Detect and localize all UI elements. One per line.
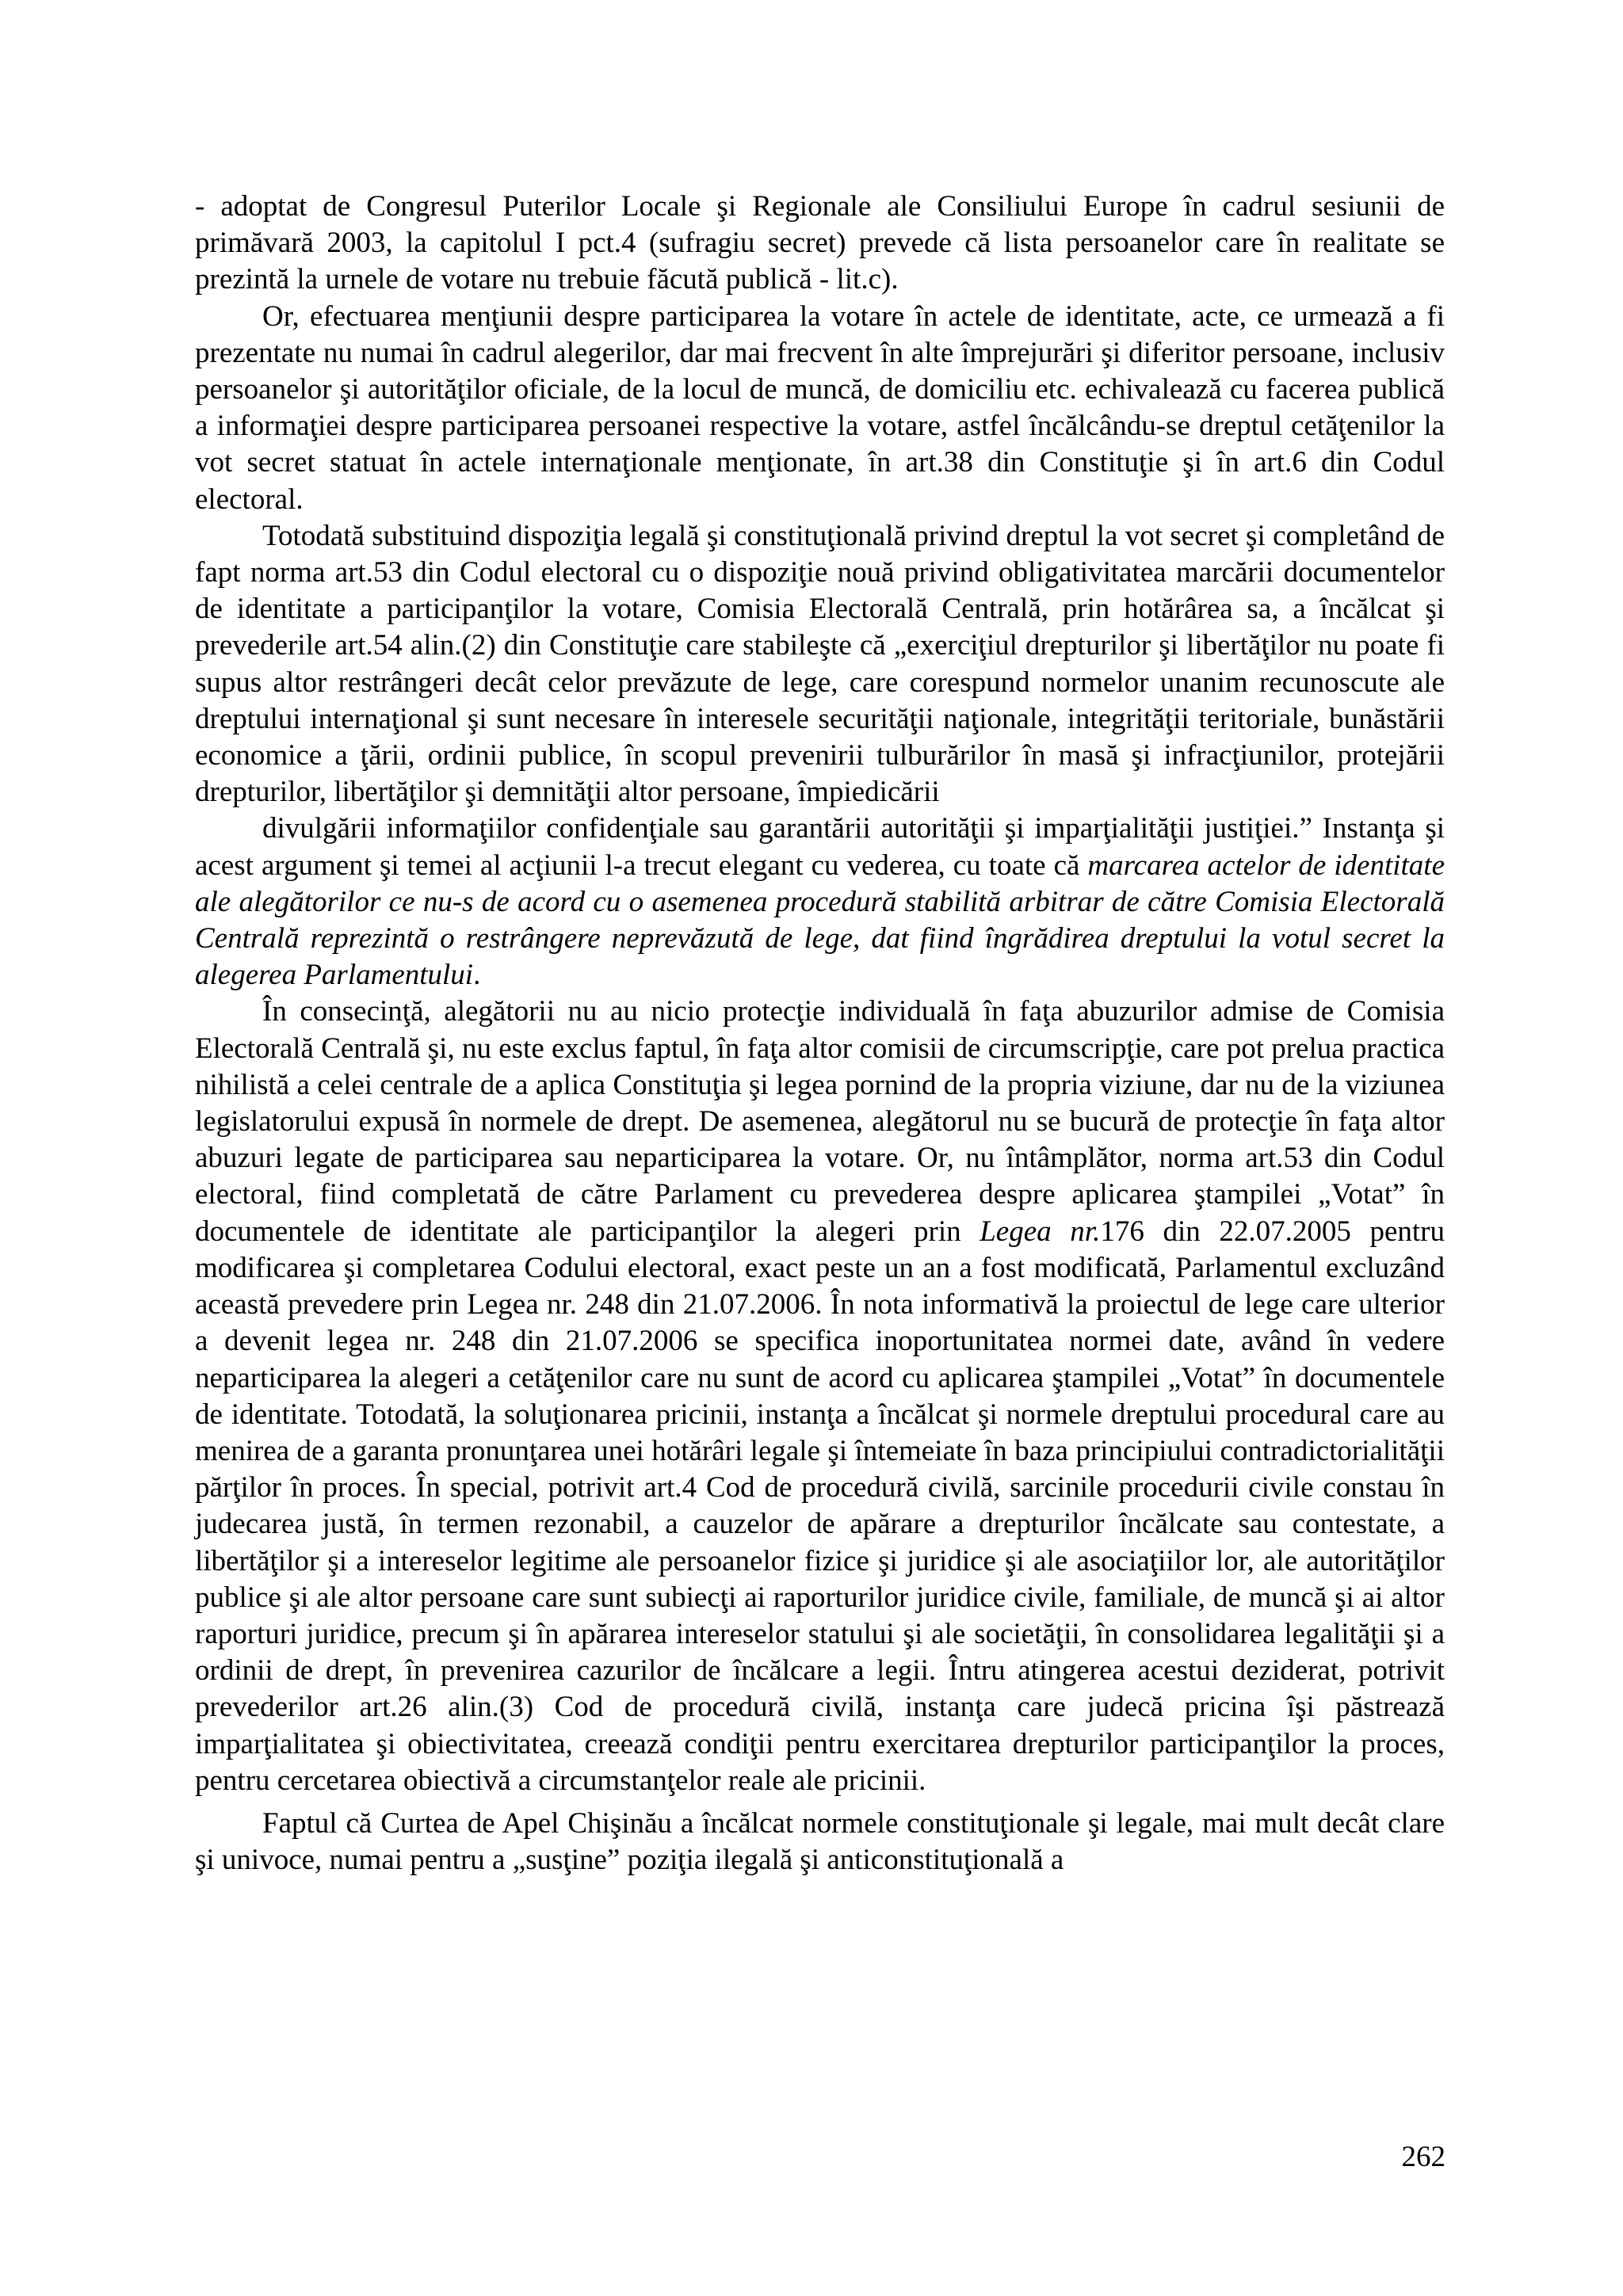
paragraph: - adoptat de Congresul Puterilor Locale şi Regionale ale Consiliului Europe în cadrul sesiunii de primăvară 2003, la capitolul I pct.4 (sufragiu secret) prevede că lista persoanelor care în realitate se prezintă la urnele de votare nu trebuie făcută publică - lit.c). xyxy=(195,190,1445,296)
paragraph xyxy=(195,994,1445,1798)
paragraph: Or, efectuarea menţiunii despre participarea la votare în actele de identitate, acte, ce urmează a fi prezentate nu numai în cadrul alegerilor, dar mai frecvent în alte împrejurări şi diferitor persoane, inclusiv persoanelor şi autorităţilor oficiale, de la locul de muncă, de domiciliu etc. echivalează cu facerea publică a informaţiei despre participarea persoanei respective la votare, astfel încălcându-se dreptul cetăţenilor la vot secret statuat în actele internaţionale menţionate, în art.38 din Constituţie şi în art.6 din Codul electoral. xyxy=(195,299,1445,516)
paragraph-text: 176 din 22.07.2005 pentru modificarea şi completarea Codului electoral, exact peste un an a fost modificată, Parlamentul excluzând această prevedere prin Legea nr. 248 din 21.07.2006. În nota informativă la proiectul de lege care ulterior a devenit legea nr. 248 din 21.07.2006 se specifica inoportunitatea normei date, având în vedere neparticiparea la alegeri a cetăţenilor care nu sunt de acord cu aplicarea ştampilei „Votat” în documentele de identitate. Totodată, la soluţionarea pricinii, instanţa a încălcat şi normele dreptului procedural care au menirea de a garanta pronunţarea unei hotărâri legale şi întemeiate în baza principiului contradictorialităţii părţilor în proces. În special, potrivit art.4 Cod de procedură civilă, sarcinile procedurii civile constau în judecarea justă, în termen rezonabil, a cauzelor de apărare a drepturilor încălcate sau contestate, a libertăţilor şi a intereselor legitime ale persoanelor fizice şi juridice şi ale asociaţiilor lor, ale autorităţilor publice şi ale altor persoane care sunt subiecţi ai raporturilor juridice civile, familiale, de muncă şi ai altor raporturi juridice, precum şi în apărarea intereselor statului şi ale societăţii, în consolidarea legalităţii şi a ordinii de drept, în prevenirea cazurilor de încălcare a legii. Întru atingerea acestui deziderat, potrivit prevederilor art.26 alin.(3) Cod de procedură civilă, instanţa care judecă pricina îşi păstrează imparţialitatea şi obiectivitatea, creează condiţii pentru exercitarea drepturilor participanţilor la proces, pentru cercetarea obiectivă a circumstanţelor reale ale pricinii. xyxy=(195,1215,1445,1797)
paragraph-text: . xyxy=(473,959,481,992)
page-number: 262 xyxy=(1401,2141,1445,2173)
paragraph-italic-text: marcarea actelor de identitate ale alegătorilor ce nu-s de acord cu o asemenea procedură stabilită arbitrar de către Comisia Electorală Centrală reprezintă o restrângere neprevăzută de lege, dat fiind îngrădirea dreptului la votul secret la alegerea Parlamentului xyxy=(195,849,1445,992)
document-page xyxy=(195,189,1445,1878)
paragraph-text: În consecinţă, alegătorii nu au nicio protecţie individuală în faţa abuzurilor admise de Comisia Electorală Centrală şi, nu este exclus faptul, în faţa altor comisii de circumscripţie, care pot prelua practica nihilistă a celei centrale de a aplica Constituţia şi legea pornind de la propria viziune, dar nu de la viziunea legislatorului expusă în normele de drept. De asemenea, alegătorul nu se bucură de protecţie în faţa altor abuzuri legate de participarea sau neparticiparea la votare. Or, nu întâmplător, norma art.53 din Codul electoral, fiind completată de către Parlament cu prevederea despre aplicarea ştampilei „Votat” în documentele de identitate ale participanţilor la alegeri prin xyxy=(195,995,1445,1248)
paragraph: Totodată substituind dispoziţia legală şi constituţională privind dreptul la vot secret şi completând de fapt norma art.53 din Codul electoral cu o dispoziţie nouă privind obligativitatea marcării documentelor de identitate a participanţilor la votare, Comisia Electorală Centrală, prin hotărârea sa, a încălcat şi prevederile art.54 alin.(2) din Constituţie care stabileşte că „exerciţiul drepturilor şi libertăţilor nu poate fi supus altor restrângeri decât celor prevăzute de lege, care corespund normelor unanim recunoscute ale dreptului internaţional şi sunt necesare în interesele securităţii naţionale, integrităţii teritoriale, bunăstării economice a ţării, ordinii publice, în scopul prevenirii tulburărilor în masă şi infracţiunilor, protejării drepturilor, libertăţilor şi demnităţii altor persoane, împiedicării xyxy=(195,519,1445,809)
paragraph-italic-text: Legea nr. xyxy=(980,1215,1101,1248)
paragraph-text: divulgării informaţiilor confidenţiale sau garantării autorităţii şi imparţialităţii justiţiei.” Instanţa şi acest argument şi temei al acţiunii l-a trecut elegant cu vederea, cu toate că xyxy=(195,812,1445,882)
paragraph: Faptul că Curtea de Apel Chişinău a încălcat normele constituţionale şi legale, mai mult decât clare şi univoce, numai pentru a „susţine” poziţia ilegală şi anticonstituţională a xyxy=(195,1806,1445,1877)
paragraph xyxy=(195,810,1445,994)
